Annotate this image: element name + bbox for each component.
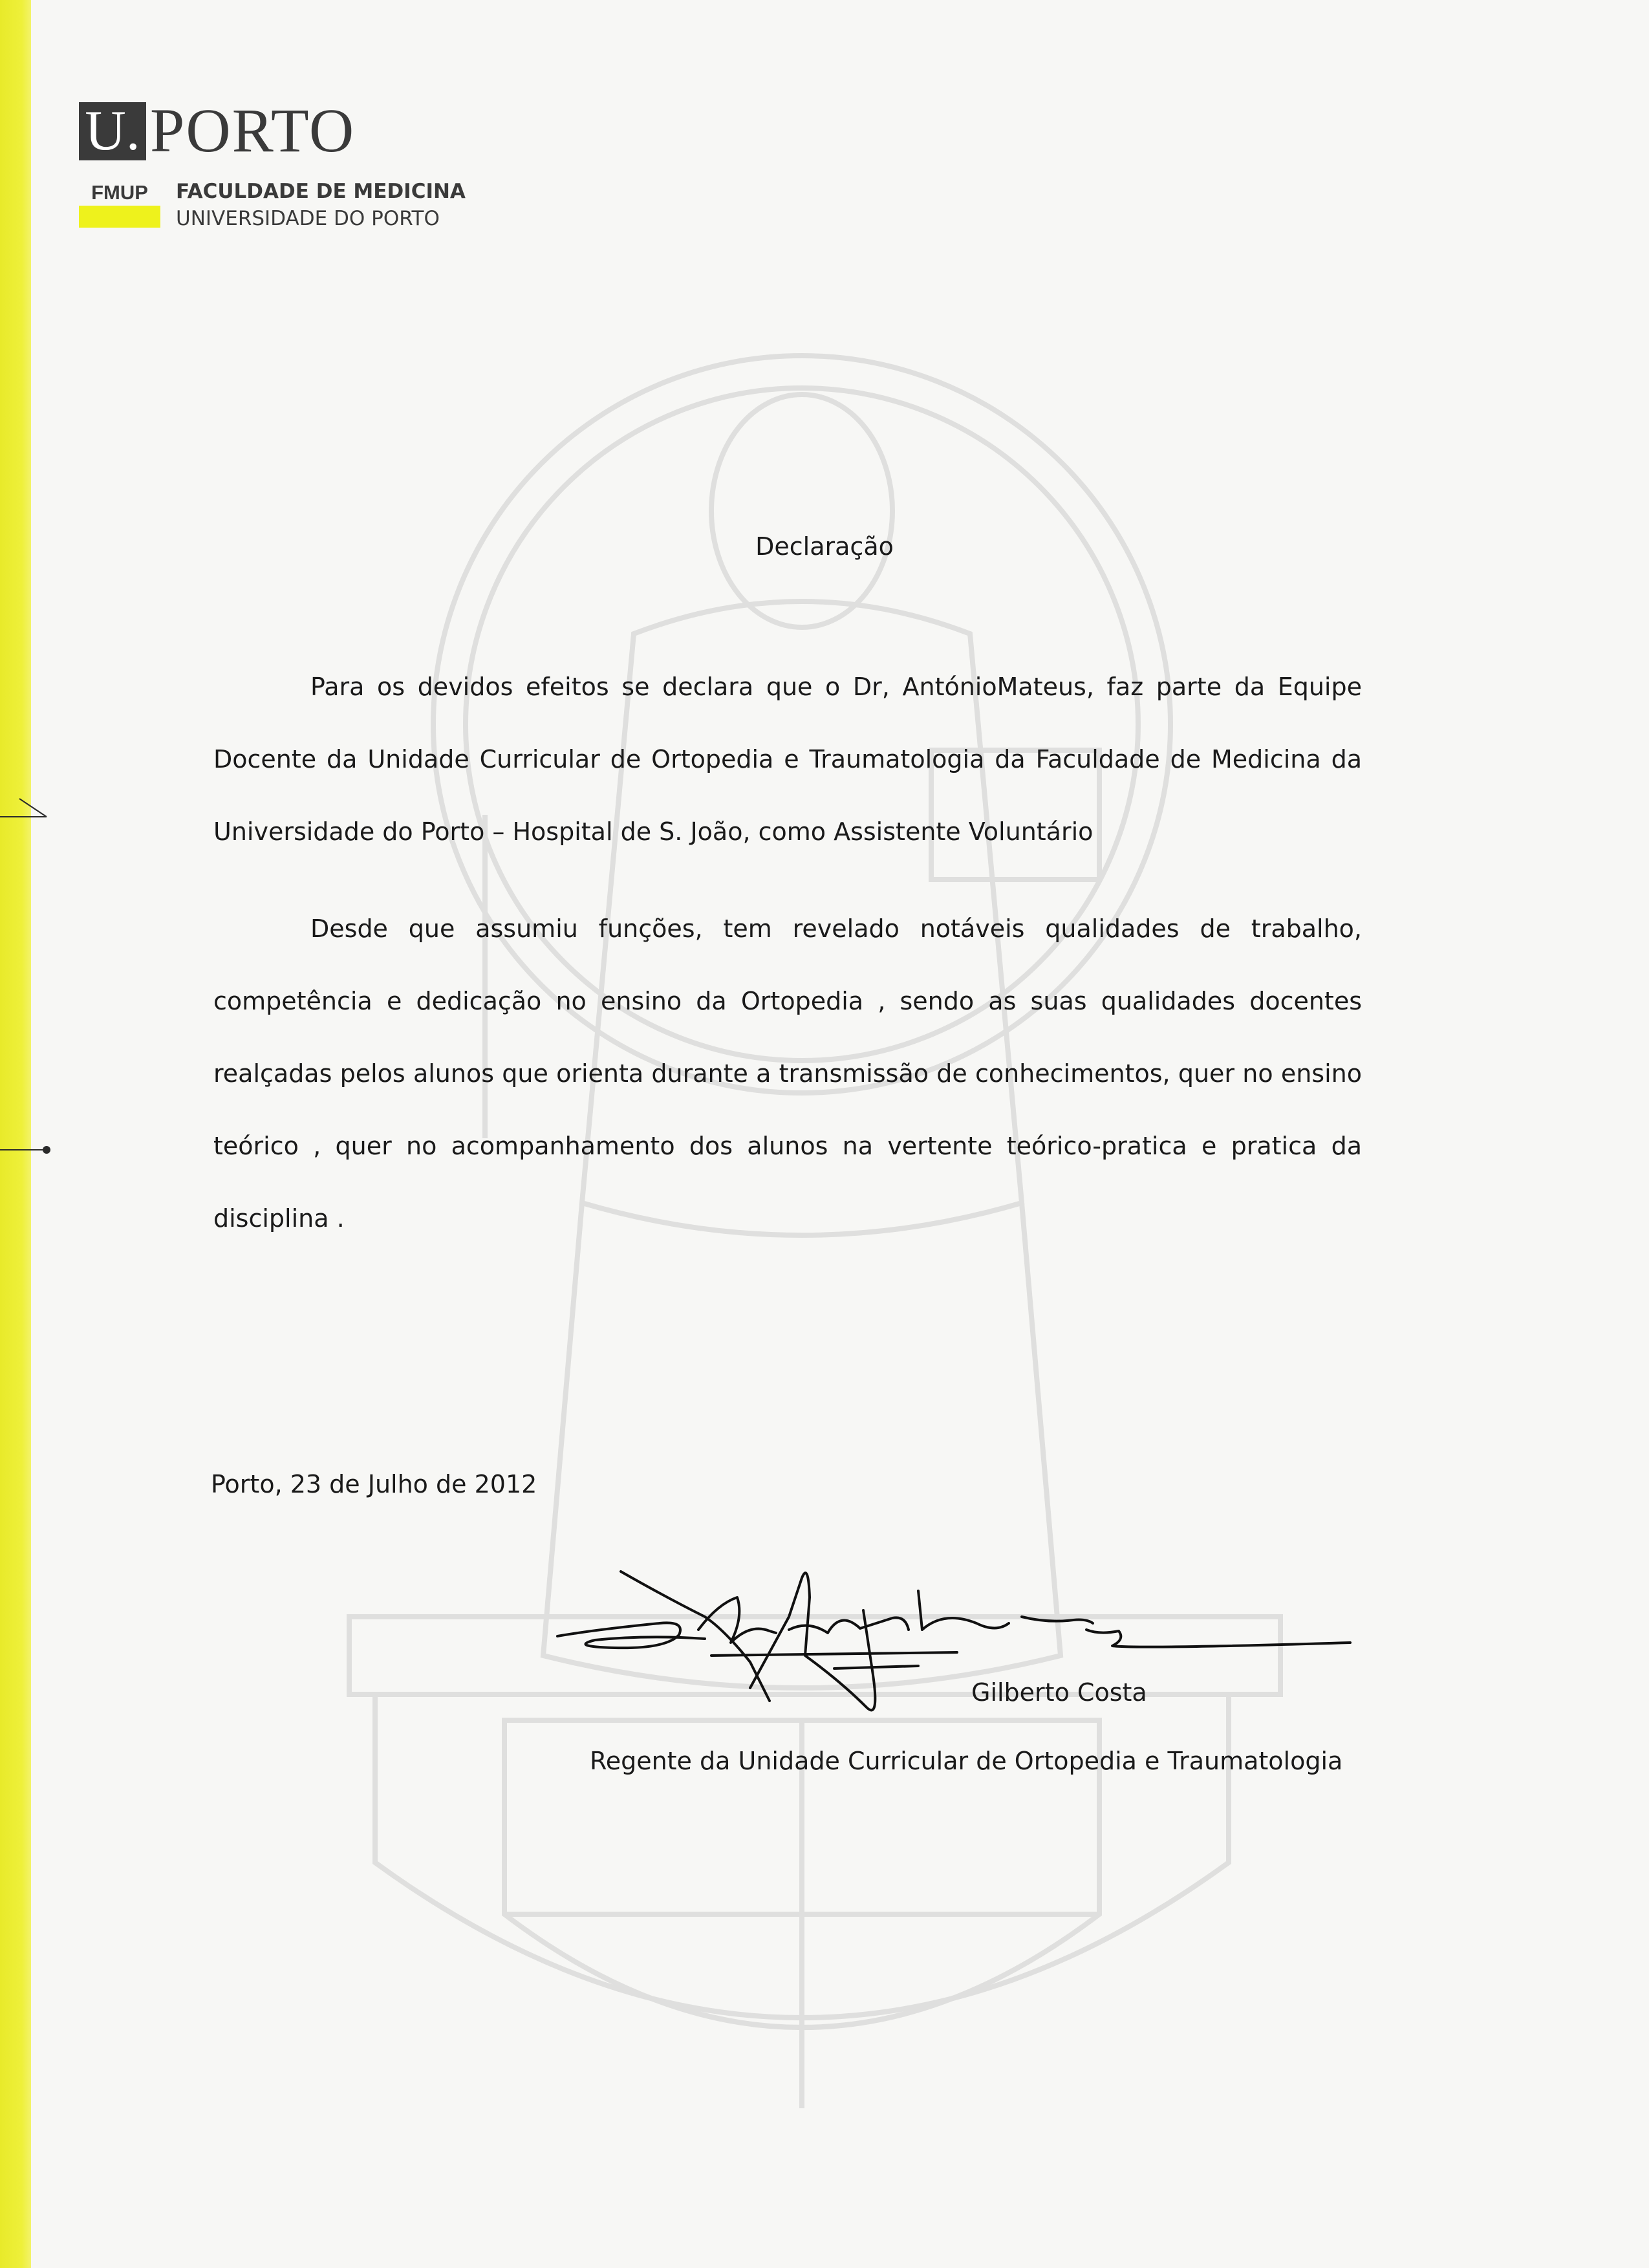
handwritten-signature <box>556 1559 1352 1727</box>
fmup-label: FMUP <box>91 181 148 204</box>
document-date: Porto, 23 de Julho de 2012 <box>211 1470 537 1498</box>
yellow-edge-strip <box>0 0 31 2268</box>
signer-name: Gilberto Costa <box>971 1678 1147 1707</box>
fold-mark-top <box>0 792 52 818</box>
faculty-name: FACULDADE DE MEDICINA <box>176 180 466 203</box>
logo-u-block: U. <box>79 102 146 160</box>
fold-mark-dot <box>43 1146 50 1154</box>
document-title: Declaração <box>755 532 894 561</box>
university-name: UNIVERSIDADE DO PORTO <box>176 207 440 230</box>
signer-role: Regente da Unidade Curricular de Ortopedia e Traumatologia <box>590 1747 1343 1775</box>
fmup-yellow-bar <box>79 206 160 228</box>
logo-porto-text: PORTO <box>150 96 356 165</box>
paragraph-qualities: Desde que assumiu funções, tem revelado notáveis qualidades de trabalho, competência e dedicação no ensino da Ortopedia , sendo as suas qualidades docentes realçadas pelos alunos que orienta durante a transmissão de conhecimentos, quer no ensino teórico , quer no acompanhamento dos alunos na vertente teórico-pratica e pratica da disciplina . <box>213 914 1362 1233</box>
paragraph-declaration: Para os devidos efeitos se declara que o Dr, AntónioMateus, faz parte da Equipe Docente da Unidade Curricular de Ortopedia e Traumatologia da Faculdade de Medicina da Universidade do Porto – Hospital de S. João, como Assistente Voluntário <box>213 673 1362 846</box>
fold-mark-middle <box>0 1149 47 1150</box>
